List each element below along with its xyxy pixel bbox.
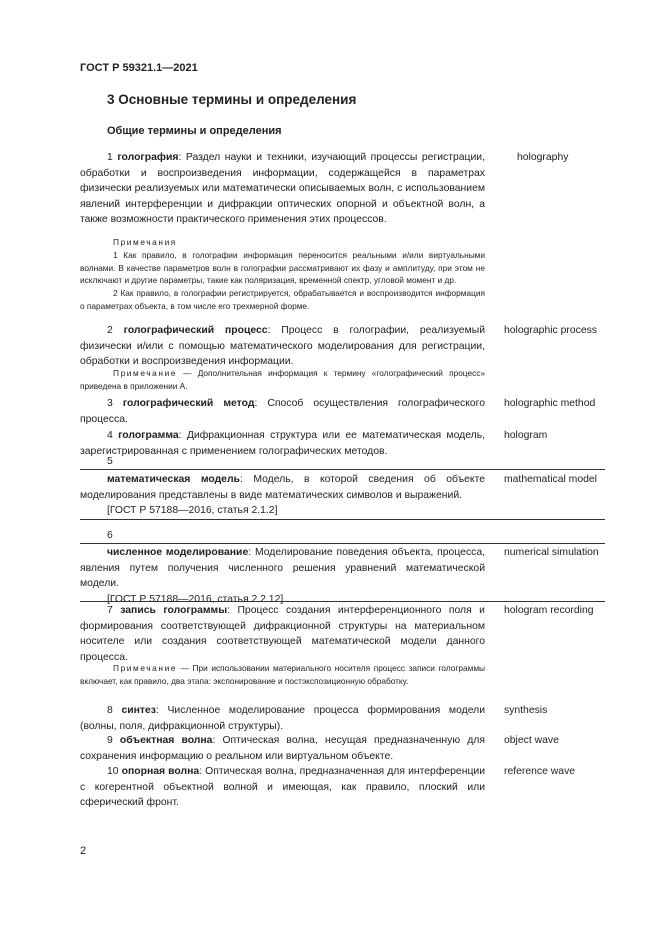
note-title: Примечания [113,237,177,247]
term-definition: Численное моделирование процесса формирования модели (волны, поля, дифракционной структуры). [80,705,485,732]
term-en-1: holography [517,152,569,163]
term-number-5: 5 [107,456,113,467]
section-title: 3 Основные термины и определения [107,92,357,107]
term-9: 9 объектная волна: Оптическая волна, несущая предназначенную для сохранения информацию о реальном или виртуальном объекте. [80,735,485,762]
term-name: запись голограммы [120,605,228,616]
term-1: 1 голография: Раздел науки и техники, изучающий процессы регистрации, обработки и воспроизведения информации, содержащейся в параметрах физически реализуемых или математически описываемых волн, с использованием явлений интерференции и дифракции оптических опорной и объектной волн, а также возможности практического применения этих процессов. [80,152,485,225]
term-name: объектная волна [119,735,213,746]
divider [80,543,605,544]
term-source: [ГОСТ Р 57188—2016, статья 2.2.12] [107,593,284,605]
term-name: синтез [121,705,156,716]
term-8: 8 синтез: Численное моделирование процесса формирования модели (волны, поля, дифракционной структуры). [80,705,485,732]
divider [80,469,605,470]
term-definition: Процесс в голографии, реализуемый физически и/или с помощью математического моделирования для регистрации, обработки и воспроизведения информации. [80,325,486,367]
term-definition: Модель, в которой сведения об объекте моделирования представлены в виде математических символов и выражений. [80,474,485,501]
term-name: численное моделирование [107,547,249,558]
term-number-6: 6 [107,530,113,541]
note-term-1 [80,236,485,313]
term-definition: Раздел науки и техники, изучающий процессы регистрации, обработки и воспроизведения информации, содержащейся в параметрах физически реализуемых или математически описываемых волн, с использованием явлений интерференции и дифракции оптических опорной и объектной волн, а также возможности практического применения этих процессов. [80,152,485,225]
term-en-10: reference wave [504,766,576,777]
term-name: голограмма [118,430,179,441]
term-10: 10 опорная волна: Оптическая волна, предназначенная для интерференции с когерентной объектной волной и имеющая, как правило, плоский или сферический фронт. [80,766,485,808]
term-2: 2 голографический процесс: Процесс в голографии, реализуемый физически и/или с помощью математического моделирования для регистрации, обработки и воспроизведения информации. [80,325,486,367]
term-name: математическая модель [107,474,240,485]
term-3: 3 голографический метод: Способ осуществления голографического процесса. [80,398,485,425]
term-en-3: holographic method [504,398,596,409]
divider [80,519,605,520]
term-name: голография [117,152,179,163]
document-header: ГОСТ Р 59321.1—2021 [80,62,198,74]
note-item: 2 Как правило, в голографии регистрируется, обрабатывается и воспроизводится информация о параметрах объекта, в том числе его трехмерной форме. [80,288,485,311]
term-en-6: numerical simulation [504,547,599,558]
term-definition: Процесс создания интерференционного поля и формирования соответствующей дифракционной структуры на материальном носителе или создания соответствующей математической модели данного процесса. [80,605,485,663]
term-en-8: synthesis [504,705,548,716]
term-en-7: hologram recording [504,605,594,616]
term-definition: Оптическая волна, несущая предназначенную для сохранения информацию о реальном или виртуальном объекте. [80,735,485,762]
term-4: 4 голограмма: Дифракционная структура или ее математическая модель, зарегистрированная с применением голографических методов. [80,430,485,457]
subsection-title: Общие термины и определения [107,125,282,137]
term-source: [ГОСТ Р 57188—2016, статья 2.1.2] [107,505,278,516]
note-item: 1 Как правило, в голографии информация переносится реальными и/или виртуальными волнами. В качестве параметров волн в голографии рассматривают их фазу и амплитуду, при этом не исключают и другие параметры, такие как поляризация, временной спектр, угловой момент и др. [80,249,485,286]
note-term-7: Примечание — При использовании материального носителя процесс записи голограммы включает, как правило, два этапа: экспонирование и постэкспозиционную обработку. [80,663,485,686]
term-definition: Дифракционная структура или ее математическая модель, зарегистрированная с применением голографических методов. [80,430,485,457]
term-name: голографический процесс [123,325,268,336]
divider [80,601,605,602]
term-6: численное моделирование: Моделирование поведения объекта, процесса, явления путем получения численного решения уравнений математической модели. [ГОСТ Р 57188—2016, статья 2.2.12] [80,545,485,607]
term-5: математическая модель: Модель, в которой сведения об объекте моделирования представлены в виде математических символов и выражений. [ГОСТ Р 57188—2016, статья 2.1.2] [80,472,485,519]
term-en-5: mathematical model [504,474,597,485]
term-definition: Способ осуществления голографического процесса. [80,398,485,425]
term-7: 7 запись голограммы: Процесс создания интерференционного поля и формирования соответствующей дифракционной структуры на материальном носителе или создания соответствующей математической модели данного процесса. [80,605,485,663]
term-en-2: holographic process [504,325,597,336]
term-definition: Оптическая волна, предназначенная для интерференции с когерентной объектной волной и имеющая, как правило, плоский или сферический фронт. [80,766,485,808]
note-term-2: Примечание — Дополнительная информация к термину «голографический процесс» приведена в приложении А. [80,368,485,391]
page-number: 2 [80,845,87,857]
term-en-4: hologram [504,430,548,441]
term-definition: Моделирование поведения объекта, процесса, явления путем получения численного решения уравнений математической модели. [80,547,485,589]
term-en-9: object wave [504,735,559,746]
term-name: голографический метод [122,398,255,409]
term-name: опорная волна [121,766,200,777]
